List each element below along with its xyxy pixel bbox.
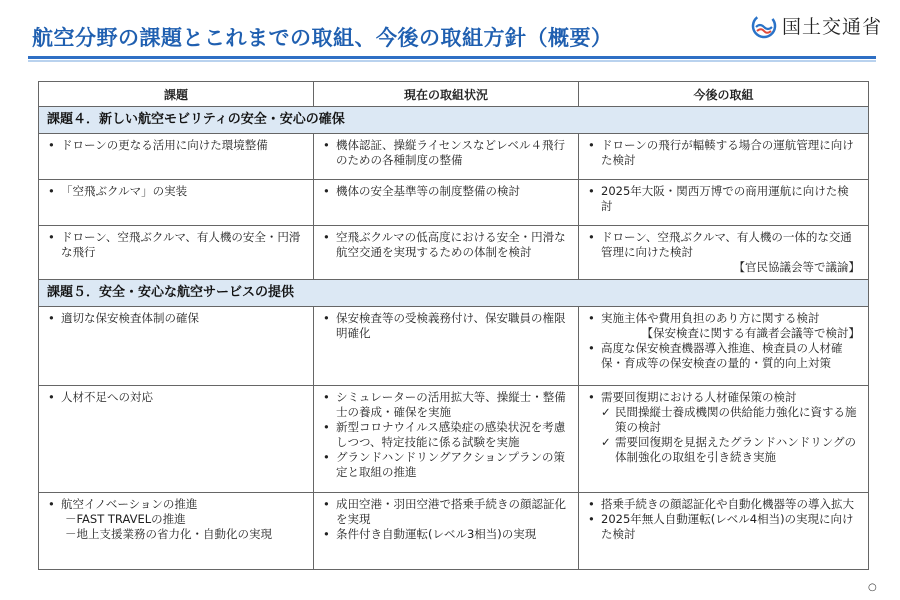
- current-cell: [314, 493, 579, 570]
- discussion-note: 【官民協議会等で議論】: [733, 260, 860, 274]
- ministry-name: 国土交通省: [781, 16, 882, 38]
- list-item: • ドローンの飛行が輻輳する場合の運航管理に向けた検討: [587, 138, 860, 168]
- table-row: [39, 386, 869, 493]
- table-row: [39, 134, 869, 180]
- table-row: [39, 493, 869, 570]
- list-item: • ドローンの更なる活用に向けた環境整備: [47, 138, 305, 153]
- column-header-future: 今後の取組: [579, 82, 869, 107]
- current-cell: [314, 307, 579, 386]
- list-item: • シミュレーターの活用拡大等、操縦士・整備士の養成・確保を実施: [322, 390, 570, 420]
- issue-cell: [39, 386, 314, 493]
- page-title: 航空分野の課題とこれまでの取組、今後の取組方針（概要）: [32, 26, 613, 50]
- section-row-issue-5: [39, 280, 869, 307]
- future-cell: [579, 493, 869, 570]
- list-item: • 搭乗手続きの顔認証化や自動化機器等の導入拡大: [587, 497, 860, 512]
- check-icon: ✓: [601, 435, 611, 449]
- issue-cell: [39, 134, 314, 180]
- table-row: [39, 180, 869, 226]
- current-cell: [314, 226, 579, 280]
- summary-table: [38, 81, 869, 570]
- list-item: • 空飛ぶクルマの低高度における安全・円滑な航空交通を実現するための体制を検討: [322, 230, 570, 260]
- list-item: • 2025年大阪・関西万博での商用運航に向けた検討: [587, 184, 860, 214]
- check-item-text: 民間操縦士養成機関の供給能力強化に資する施策の検討: [615, 405, 857, 434]
- title-underline: [28, 56, 876, 59]
- list-item: • 保安検査等の受検義務付け、保安職員の権限明確化: [322, 311, 570, 341]
- check-item-text: 需要回復期を見据えたグランドハンドリングの体制強化の取組を引き続き実施: [615, 435, 857, 464]
- future-cell: [579, 226, 869, 280]
- list-item: • 条件付き自動運転(レベル3相当)の実現: [322, 527, 570, 542]
- column-header-issue: 課題: [39, 82, 314, 107]
- list-item: • 「空飛ぶクルマ」の実装: [47, 184, 305, 199]
- issue-cell: [39, 226, 314, 280]
- section-heading: 課題５．安全・安心な航空サービスの提供: [39, 280, 869, 307]
- ministry-logo: [751, 12, 882, 39]
- list-item: • 新型コロナウイルス感染症の感染状況を考慮しつつ、特定技能に係る試験を実施: [322, 420, 570, 450]
- list-item: • 機体の安全基準等の制度整備の検討: [322, 184, 570, 199]
- list-item: • 人材不足への対応: [47, 390, 305, 405]
- sub-item: －地上支援業務の省力化・自動化の実現: [65, 527, 272, 541]
- discussion-note: 【保安検査に関する有識者会議等で検討】: [641, 326, 860, 340]
- check-item: [587, 435, 860, 465]
- section-heading: 課題４．新しい航空モビリティの安全・安心の確保: [39, 107, 869, 134]
- list-item: • ドローン、空飛ぶクルマ、有人機の安全・円滑な飛行: [47, 230, 305, 260]
- column-header-current: 現在の取組状況: [314, 82, 579, 107]
- future-cell: [579, 307, 869, 386]
- check-icon: ✓: [601, 405, 611, 419]
- list-item: • 実施主体や費用負担のあり方に関する検討: [587, 311, 860, 326]
- list-item: • 機体認証、操縦ライセンスなどレベル４飛行のための各種制度の整備: [322, 138, 570, 168]
- sub-item: －FAST TRAVELの推進: [65, 512, 186, 526]
- current-cell: [314, 386, 579, 493]
- list-item: • 高度な保安検査機器導入推進、検査員の人材確保・育成等の保安検査の量的・質的向上対策: [587, 341, 860, 371]
- list-item: • ドローン、空飛ぶクルマ、有人機の一体的な交通管理に向けた検討: [587, 230, 860, 260]
- future-cell: [579, 386, 869, 493]
- check-item: [587, 405, 860, 435]
- issue-cell: [39, 180, 314, 226]
- future-cell: [579, 180, 869, 226]
- header: [0, 0, 900, 58]
- current-cell: [314, 180, 579, 226]
- future-cell: [579, 134, 869, 180]
- issue-cell: [39, 307, 314, 386]
- list-item: • 成田空港・羽田空港で搭乗手続きの顔認証化を実現: [322, 497, 570, 527]
- page-marker: ○: [868, 582, 877, 593]
- list-item: • 適切な保安検査体制の確保: [47, 311, 305, 326]
- list-item: • 航空イノベーションの推進: [47, 497, 305, 512]
- current-cell: [314, 134, 579, 180]
- table-row: [39, 307, 869, 386]
- title-underline-light: [28, 60, 876, 62]
- list-item: • グランドハンドリングアクションプランの策定と取組の推進: [322, 450, 570, 480]
- section-row-issue-4: [39, 107, 869, 134]
- mlit-wave-logo-icon: [751, 13, 777, 39]
- issue-cell: [39, 493, 314, 570]
- list-item: • 2025年無人自動運転(レベル4相当)の実現に向けた検討: [587, 512, 860, 542]
- list-item: • 需要回復期における人材確保策の検討: [587, 390, 860, 405]
- table-header-row: [39, 82, 869, 107]
- table-row: [39, 226, 869, 280]
